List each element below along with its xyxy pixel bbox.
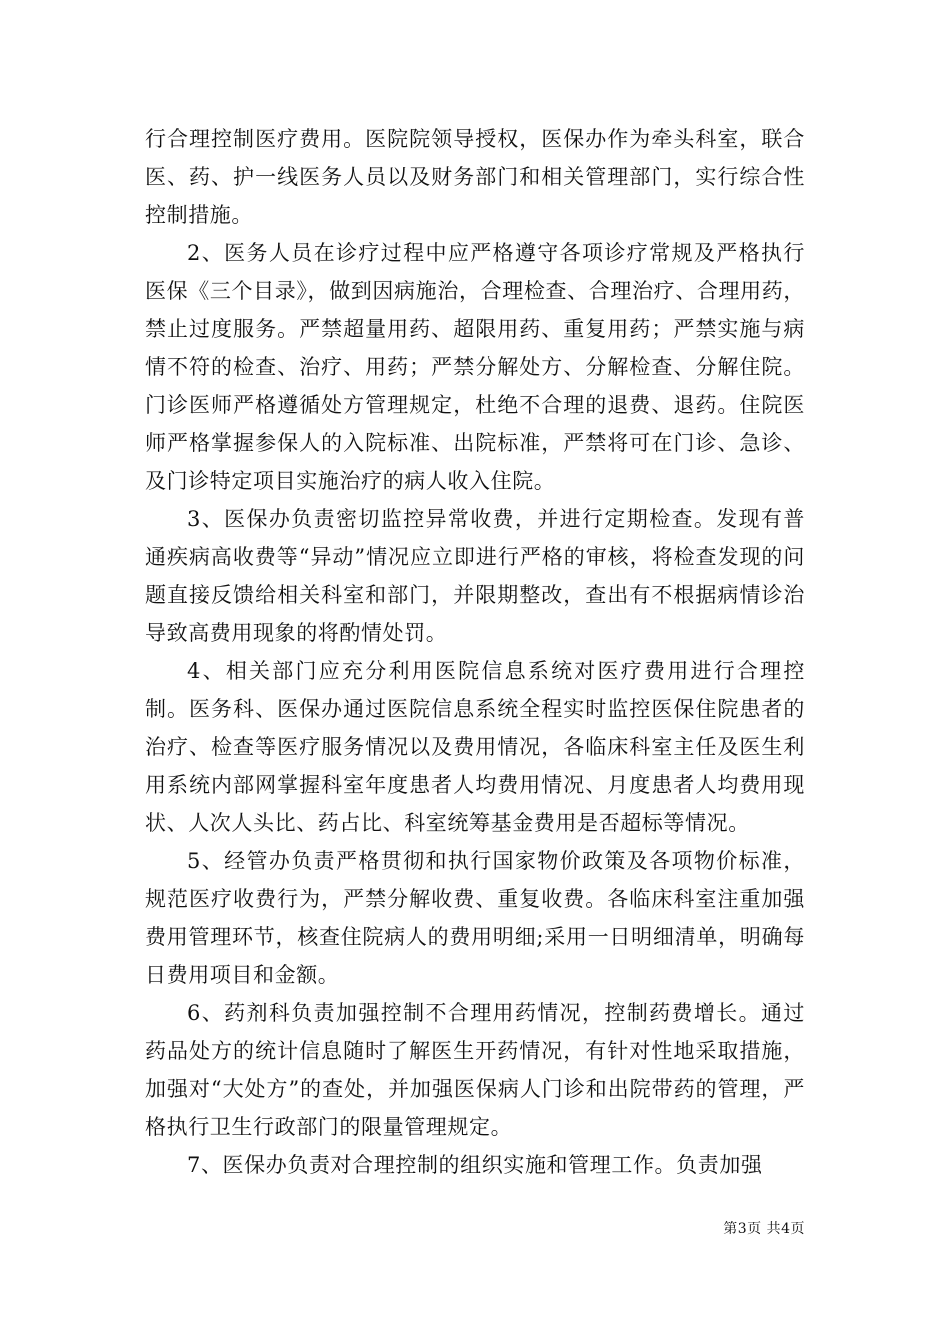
paragraph-item-4: 4、相关部门应充分利用医院信息系统对医疗费用进行合理控制。医务科、医保办通过医院信息系统全程实时监控医保住院患者的治疗、检查等医疗服务情况以及费用情况，各临床科室主任及医生利用系统内部网掌握科室年度患者人均费用情况、月度患者人均费用现状、人次人头比、药占比、科室统筹基金费用是否超标等情况。 xyxy=(145,659,805,835)
document-body xyxy=(145,120,805,1184)
page-number-footer: 第3页 共4页 xyxy=(723,1221,805,1237)
paragraph-continuation: 行合理控制医疗费用。医院院领导授权，医保办作为牵头科室，联合医、药、护一线医务人员以及财务部门和相关管理部门，实行综合性控制措施。 xyxy=(145,127,805,227)
paragraph-item-6: 6、药剂科负责加强控制不合理用药情况，控制药费增长。通过药品处方的统计信息随时了解医生开药情况，有针对性地采取措施，加强对“大处方”的查处，并加强医保病人门诊和出院带药的管理，严格执行卫生行政部门的限量管理规定。 xyxy=(145,1001,805,1139)
paragraph-item-3: 3、医保办负责密切监控异常收费，并进行定期检查。发现有普通疾病高收费等“异动”情况应立即进行严格的审核，将检查发现的问题直接反馈给相关科室和部门，并限期整改，查出有不根据病情诊治导致高费用现象的将酌情处罚。 xyxy=(145,507,805,645)
paragraph-item-7: 7、医保办负责对合理控制的组织实施和管理工作。负责加强 xyxy=(187,1153,763,1177)
paragraph-item-2: 2、医务人员在诊疗过程中应严格遵守各项诊疗常规及严格执行医保《三个目录》，做到因病施治，合理检查、合理治疗、合理用药，禁止过度服务。严禁超量用药、超限用药、重复用药；严禁实施与病情不符的检查、治疗、用药；严禁分解处方、分解检查、分解住院。门诊医师严格遵循处方管理规定，杜绝不合理的退费、退药。住院医师严格掌握参保人的入院标准、出院标准，严禁将可在门诊、急诊、及门诊特定项目实施治疗的病人收入住院。 xyxy=(145,241,805,493)
paragraph-item-5: 5、经管办负责严格贯彻和执行国家物价政策及各项物价标准，规范医疗收费行为，严禁分解收费、重复收费。各临床科室注重加强费用管理环节，核查住院病人的费用明细;采用一日明细清单，明确每日费用项目和金额。 xyxy=(145,849,805,987)
